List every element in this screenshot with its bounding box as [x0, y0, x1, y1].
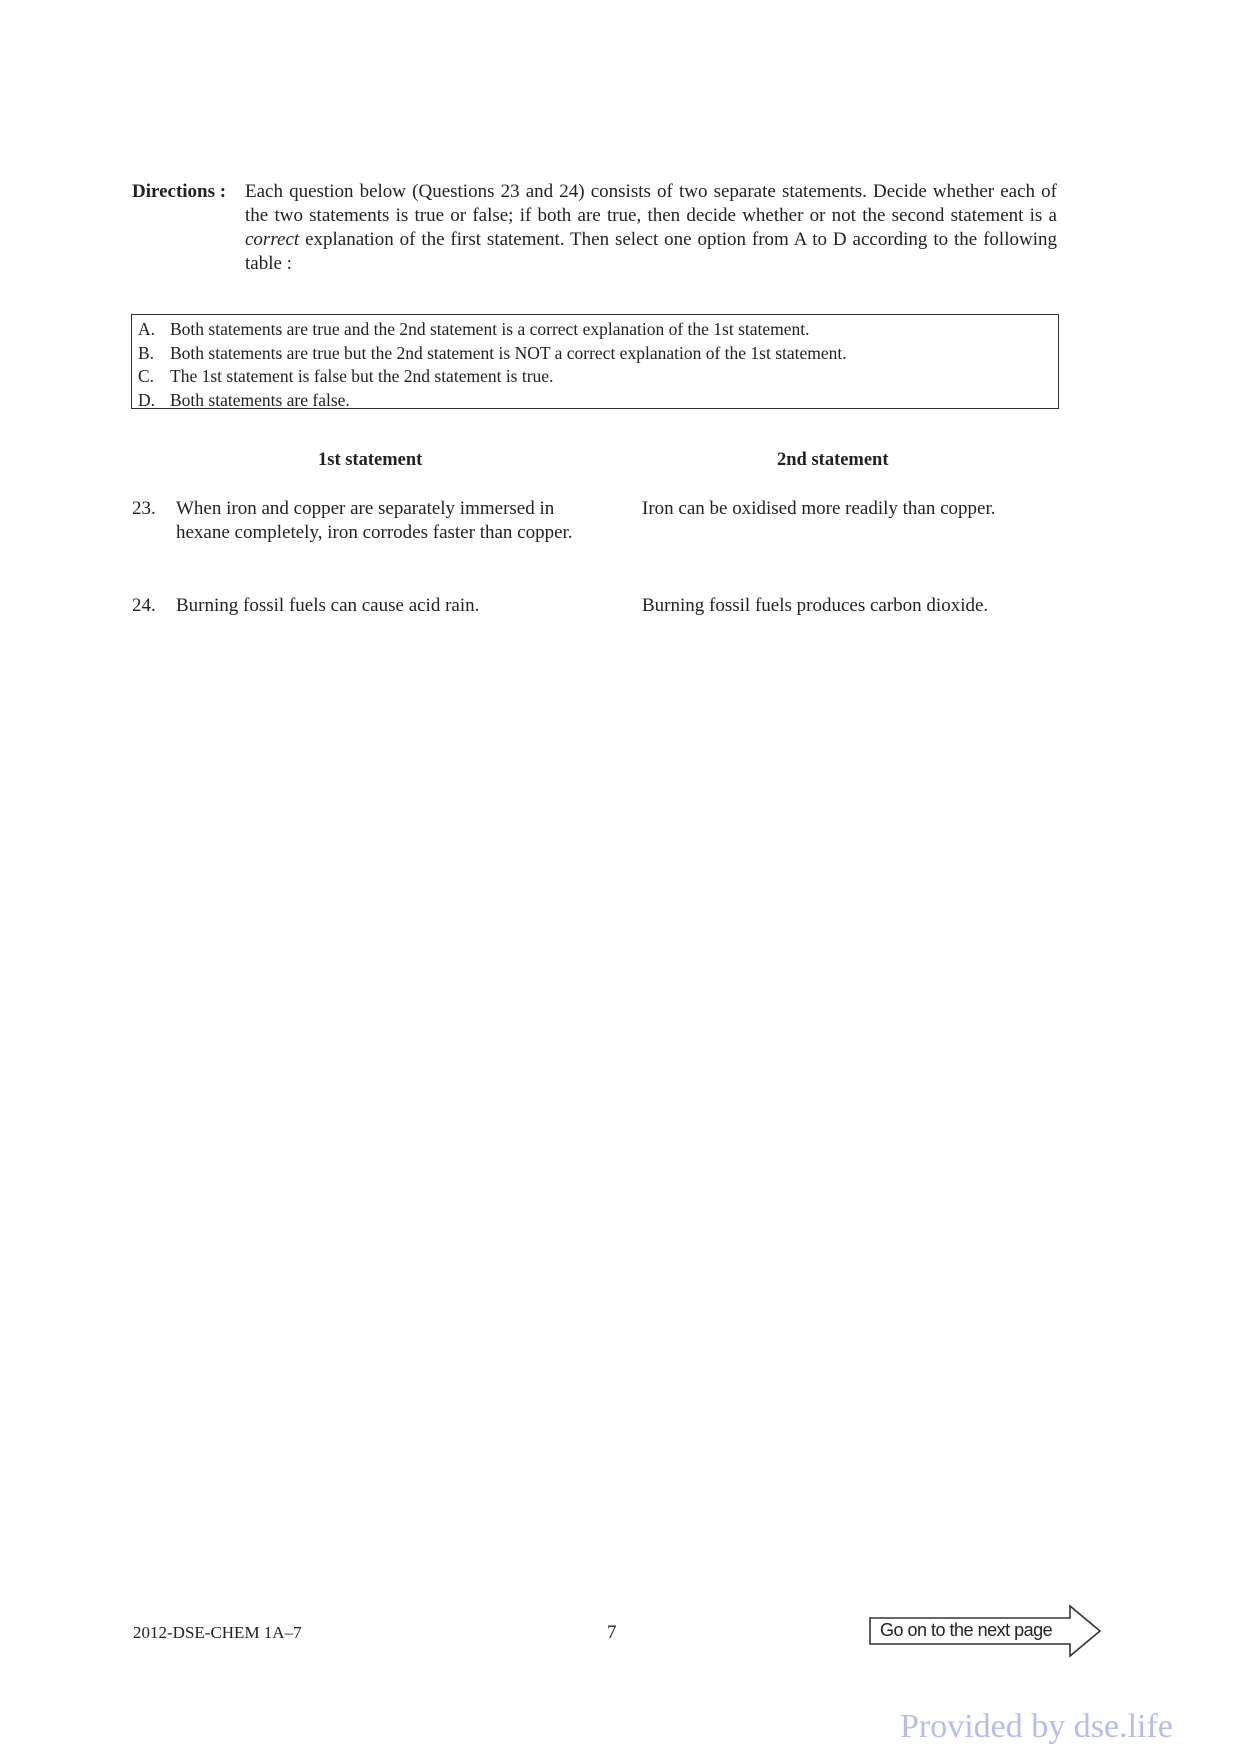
- paper-code: 2012-DSE-CHEM 1A–7: [133, 1623, 302, 1642]
- option-row-c: [138, 365, 1058, 389]
- next-page-label: Go on to the next page: [880, 1620, 1053, 1640]
- directions-text: [245, 180, 1057, 276]
- options-table: [131, 314, 1059, 409]
- option-text: Both statements are true but the 2nd statement is NOT a correct explanation of the 1st statement.: [170, 342, 847, 363]
- option-letter: A.: [138, 319, 156, 339]
- directions-label: Directions :: [132, 181, 227, 202]
- directions-text-part1: Each question below (Questions 23 and 24) consists of two separate statements. Decide whether each of the two statements is true or false; if both are true, then decide whether or not the second statement is a: [245, 181, 1057, 226]
- option-row-a: [138, 318, 1058, 342]
- option-letter: B.: [138, 342, 155, 363]
- option-text: The 1st statement is false but the 2nd statement is true.: [170, 366, 554, 386]
- option-letter: C.: [138, 366, 155, 386]
- page-number: 7: [607, 1622, 617, 1643]
- second-statement-header: 2nd statement: [777, 450, 889, 470]
- question-number: 24.: [132, 595, 156, 616]
- question-number: 23.: [132, 498, 156, 519]
- directions-text-part2: explanation of the first statement. Then select one option from A to D according to the following table :: [245, 229, 1057, 274]
- option-row-d: [138, 389, 1058, 413]
- second-statement: Iron can be oxidised more readily than copper.: [642, 498, 996, 519]
- second-statement: Burning fossil fuels produces carbon dioxide.: [642, 595, 989, 616]
- first-statement: Burning fossil fuels can cause acid rain.: [176, 595, 480, 616]
- directions-text-italic: correct: [245, 229, 300, 250]
- first-statement-header: 1st statement: [318, 450, 423, 470]
- directions-block: [132, 180, 1057, 276]
- option-text: Both statements are true and the 2nd statement is a correct explanation of the 1st statement.: [170, 319, 810, 339]
- option-text: Both statements are false.: [170, 389, 350, 410]
- first-statement: When iron and copper are separately immersed in hexane completely, iron corrodes faster than copper.: [176, 498, 573, 543]
- option-letter: D.: [138, 389, 156, 410]
- next-page-indicator: [868, 1604, 1104, 1658]
- option-row-b: [138, 342, 1058, 366]
- watermark: Provided by dse.life: [900, 1708, 1173, 1745]
